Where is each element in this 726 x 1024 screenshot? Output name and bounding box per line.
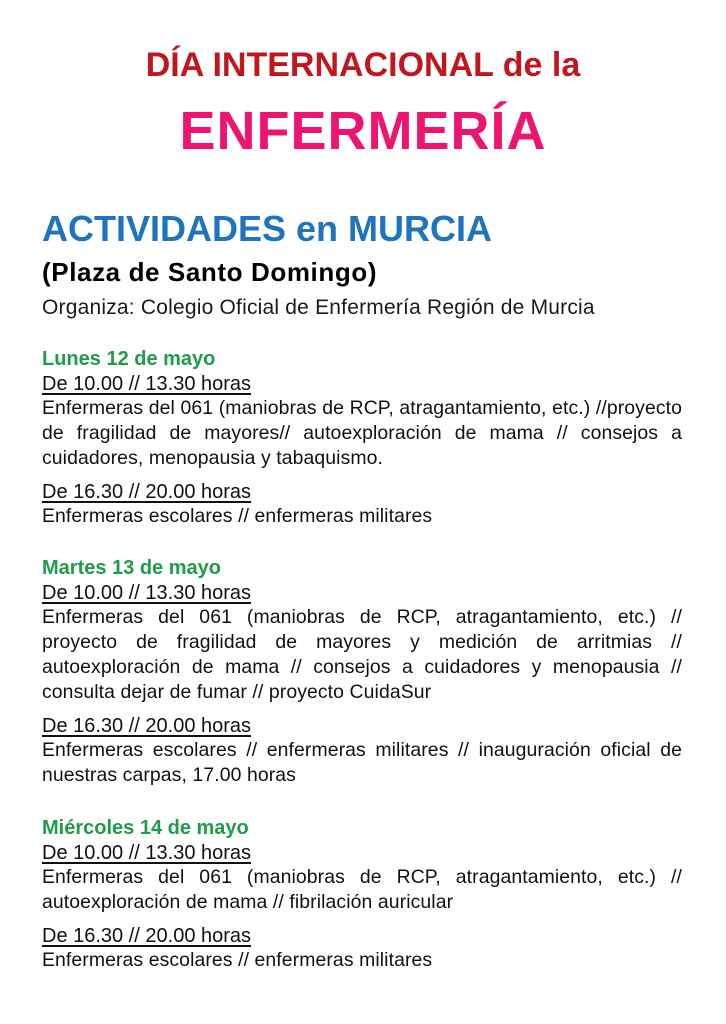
time-slot — [42, 924, 682, 973]
time-slot — [42, 714, 682, 788]
slot-description: Enfermeras del 061 (maniobras de RCP, atragantamiento, etc.) // autoexploración de mama // fibrilación auricular — [42, 866, 682, 913]
time-slot — [42, 841, 682, 915]
day-title: Martes 13 de mayo — [42, 557, 221, 579]
slot-description: Enfermeras escolares // enfermeras militares // inauguración oficial de nuestras carpas, 17.00 horas — [42, 739, 682, 786]
time-slot — [42, 480, 682, 529]
day-title: Miércoles 14 de mayo — [42, 817, 249, 839]
slot-time: De 10.00 // 13.30 horas — [42, 842, 252, 864]
slot-time: De 16.30 // 20.00 horas — [42, 481, 252, 503]
slot-description: Enfermeras escolares // enfermeras militares — [42, 505, 433, 527]
poster-title-line2: ENFERMERÍA — [179, 101, 547, 161]
poster-title-line1: DÍA INTERNACIONAL de la — [145, 46, 581, 84]
location-text: (Plaza de Santo Domingo) — [42, 257, 378, 287]
activities-heading: ACTIVIDADES en MURCIA — [42, 208, 493, 249]
organizer-text: Organiza: Colegio Oficial de Enfermería Región de Murcia — [42, 296, 595, 319]
slot-description: Enfermeras escolares // enfermeras militares — [42, 949, 433, 971]
day-block-monday — [42, 347, 682, 529]
slot-description: Enfermeras del 061 (maniobras de RCP, atragantamiento, etc.) // proyecto de fragilidad de mayores y medición de arritmias // autoexploración de mama // consejos a cuidadores y menopausia // consulta dejar de fumar // proyecto CuidaSur — [42, 606, 682, 703]
slot-description: Enfermeras del 061 (maniobras de RCP, atragantamiento, etc.) //proyecto de fragilidad de mayores// autoexploración de mama // consejos a cuidadores, menopausia y tabaquismo. — [42, 397, 682, 469]
time-slot — [42, 372, 682, 471]
time-slot — [42, 581, 682, 705]
slot-time: De 16.30 // 20.00 horas — [42, 925, 252, 947]
day-title: Lunes 12 de mayo — [42, 348, 216, 370]
day-block-tuesday — [42, 556, 682, 788]
slot-time: De 10.00 // 13.30 horas — [42, 582, 252, 604]
slot-time: De 10.00 // 13.30 horas — [42, 373, 252, 395]
slot-time: De 16.30 // 20.00 horas — [42, 715, 252, 737]
day-block-wednesday — [42, 816, 682, 973]
